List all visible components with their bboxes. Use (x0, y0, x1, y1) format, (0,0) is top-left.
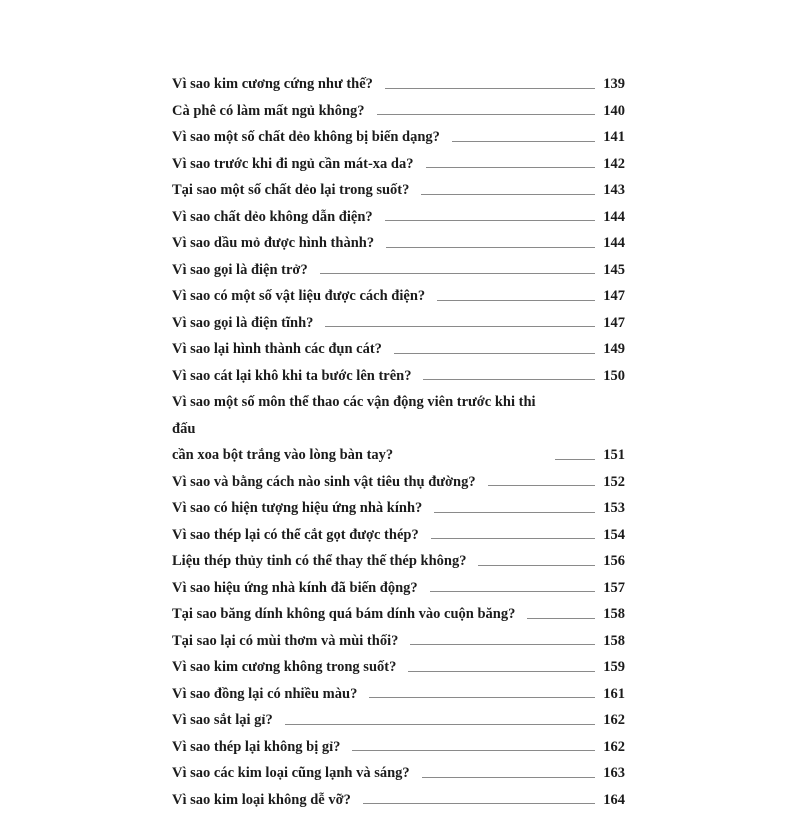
toc-entry-title: Vì sao kim loại không dễ vỡ? (172, 787, 351, 813)
toc-entry-page: 164 (601, 787, 625, 813)
toc-entry-page: 156 (601, 548, 625, 575)
toc-entry-page: 158 (601, 628, 625, 655)
toc-entry-title: Vì sao kim cương không trong suốt? (172, 654, 396, 681)
toc-entry-title: Vì sao một số môn thể thao các vận động viên trước khi thi đấu cần xoa bột trắng vào lòng bàn tay? (172, 389, 543, 469)
toc-entry-title: Vì sao kim cương cứng như thế? (172, 71, 373, 98)
toc-leader-line (320, 273, 595, 274)
toc-entry (172, 283, 625, 310)
toc-leader-line (369, 697, 595, 698)
toc-leader-line (488, 485, 595, 486)
toc-entry-title: Vì sao chất dẻo không dẫn điện? (172, 204, 373, 231)
toc-leader-line (426, 167, 595, 168)
toc-entry-title: Vì sao hiệu ứng nhà kính đã biến động? (172, 575, 418, 602)
toc-entry (172, 522, 625, 549)
toc-entry (172, 98, 625, 125)
toc-leader-line (386, 247, 595, 248)
toc-entry (172, 495, 625, 522)
toc-entry-page: 152 (601, 469, 625, 496)
toc-entry (172, 177, 625, 204)
toc-entry-page: 141 (601, 124, 625, 151)
toc-entry-page: 147 (601, 310, 625, 337)
toc-entry (172, 787, 625, 813)
toc-leader-line (430, 591, 595, 592)
toc-entry-title: Vì sao cát lại khô khi ta bước lên trên? (172, 363, 411, 390)
toc-entry-title: Vì sao có hiện tượng hiệu ứng nhà kính? (172, 495, 422, 522)
toc-entry-title: Vì sao thép lại không bị gỉ? (172, 734, 340, 761)
toc-entry-page: 149 (601, 336, 625, 363)
toc-entry (172, 71, 625, 98)
toc-entry-title: Tại sao một số chất dẻo lại trong suốt? (172, 177, 409, 204)
toc-leader-line (437, 300, 595, 301)
toc-entry-page: 144 (601, 230, 625, 257)
toc-entry (172, 310, 625, 337)
toc-entry-title: Vì sao dầu mỏ được hình thành? (172, 230, 374, 257)
toc-entry-title: Vì sao đồng lại có nhiều màu? (172, 681, 357, 708)
toc-leader-line (285, 724, 595, 725)
toc-entry-page: 163 (601, 760, 625, 787)
toc-entry (172, 707, 625, 734)
toc-entry (172, 681, 625, 708)
toc-entry (172, 654, 625, 681)
toc-entry-title: Vì sao sắt lại gỉ? (172, 707, 273, 734)
toc-entry (172, 204, 625, 231)
toc-entry (172, 124, 625, 151)
toc-entry (172, 628, 625, 655)
toc-entry-title: Cà phê có làm mất ngủ không? (172, 98, 365, 125)
toc-entry-page: 162 (601, 707, 625, 734)
toc-entry (172, 336, 625, 363)
toc-leader-line (422, 777, 595, 778)
toc-leader-line (385, 88, 595, 89)
toc-entry-title: Vì sao có một số vật liệu được cách điện? (172, 283, 425, 310)
toc-entry-page: 139 (601, 71, 625, 98)
toc-entry (172, 734, 625, 761)
toc-leader-line (434, 512, 595, 513)
table-of-contents (172, 71, 625, 813)
toc-entry-page: 158 (601, 601, 625, 628)
toc-entry-title: Tại sao băng dính không quá bám dính vào cuộn băng? (172, 601, 515, 628)
toc-entry-page: 157 (601, 575, 625, 602)
toc-entry-title: Vì sao và bằng cách nào sinh vật tiêu thụ đường? (172, 469, 476, 496)
toc-entry (172, 230, 625, 257)
toc-entry (172, 151, 625, 178)
toc-leader-line (478, 565, 595, 566)
toc-entry-page: 145 (601, 257, 625, 284)
toc-entry (172, 363, 625, 390)
toc-entry-title: Vì sao trước khi đi ngủ cần mát-xa da? (172, 151, 414, 178)
toc-leader-line (394, 353, 595, 354)
toc-leader-line (423, 379, 595, 380)
toc-leader-line (431, 538, 595, 539)
toc-entry-page: 140 (601, 98, 625, 125)
toc-entry-page: 154 (601, 522, 625, 549)
toc-entry-page: 161 (601, 681, 625, 708)
toc-entry (172, 548, 625, 575)
toc-entry-title: Liệu thép thủy tinh có thể thay thế thép không? (172, 548, 466, 575)
toc-entry-page: 143 (601, 177, 625, 204)
toc-leader-line (410, 644, 595, 645)
toc-entry-page: 147 (601, 283, 625, 310)
toc-leader-line (377, 114, 595, 115)
toc-entry-title: Tại sao lại có mùi thơm và mùi thối? (172, 628, 398, 655)
toc-entry-page: 162 (601, 734, 625, 761)
toc-leader-line (352, 750, 595, 751)
toc-leader-line (385, 220, 595, 221)
toc-leader-line (452, 141, 595, 142)
toc-entry (172, 760, 625, 787)
toc-entry-page: 144 (601, 204, 625, 231)
toc-leader-line (527, 618, 595, 619)
toc-leader-line (325, 326, 595, 327)
toc-entry-page: 153 (601, 495, 625, 522)
toc-entry-title: Vì sao gọi là điện trở? (172, 257, 308, 284)
toc-leader-line (421, 194, 595, 195)
toc-entry-title: Vì sao một số chất dẻo không bị biến dạng? (172, 124, 440, 151)
toc-leader-line (555, 459, 595, 460)
toc-entry (172, 601, 625, 628)
toc-entry-page: 142 (601, 151, 625, 178)
toc-entry (172, 469, 625, 496)
toc-entry-page: 159 (601, 654, 625, 681)
toc-entry-title: Vì sao các kim loại cũng lạnh và sáng? (172, 760, 410, 787)
toc-entry-title: Vì sao thép lại có thể cắt gọt được thép? (172, 522, 419, 549)
toc-entry (172, 389, 625, 469)
toc-entry-page: 151 (601, 442, 625, 469)
toc-entry-page: 150 (601, 363, 625, 390)
toc-entry (172, 575, 625, 602)
toc-entry (172, 257, 625, 284)
toc-leader-line (408, 671, 595, 672)
toc-entry-title: Vì sao gọi là điện tĩnh? (172, 310, 313, 337)
toc-entry-title: Vì sao lại hình thành các đụn cát? (172, 336, 382, 363)
